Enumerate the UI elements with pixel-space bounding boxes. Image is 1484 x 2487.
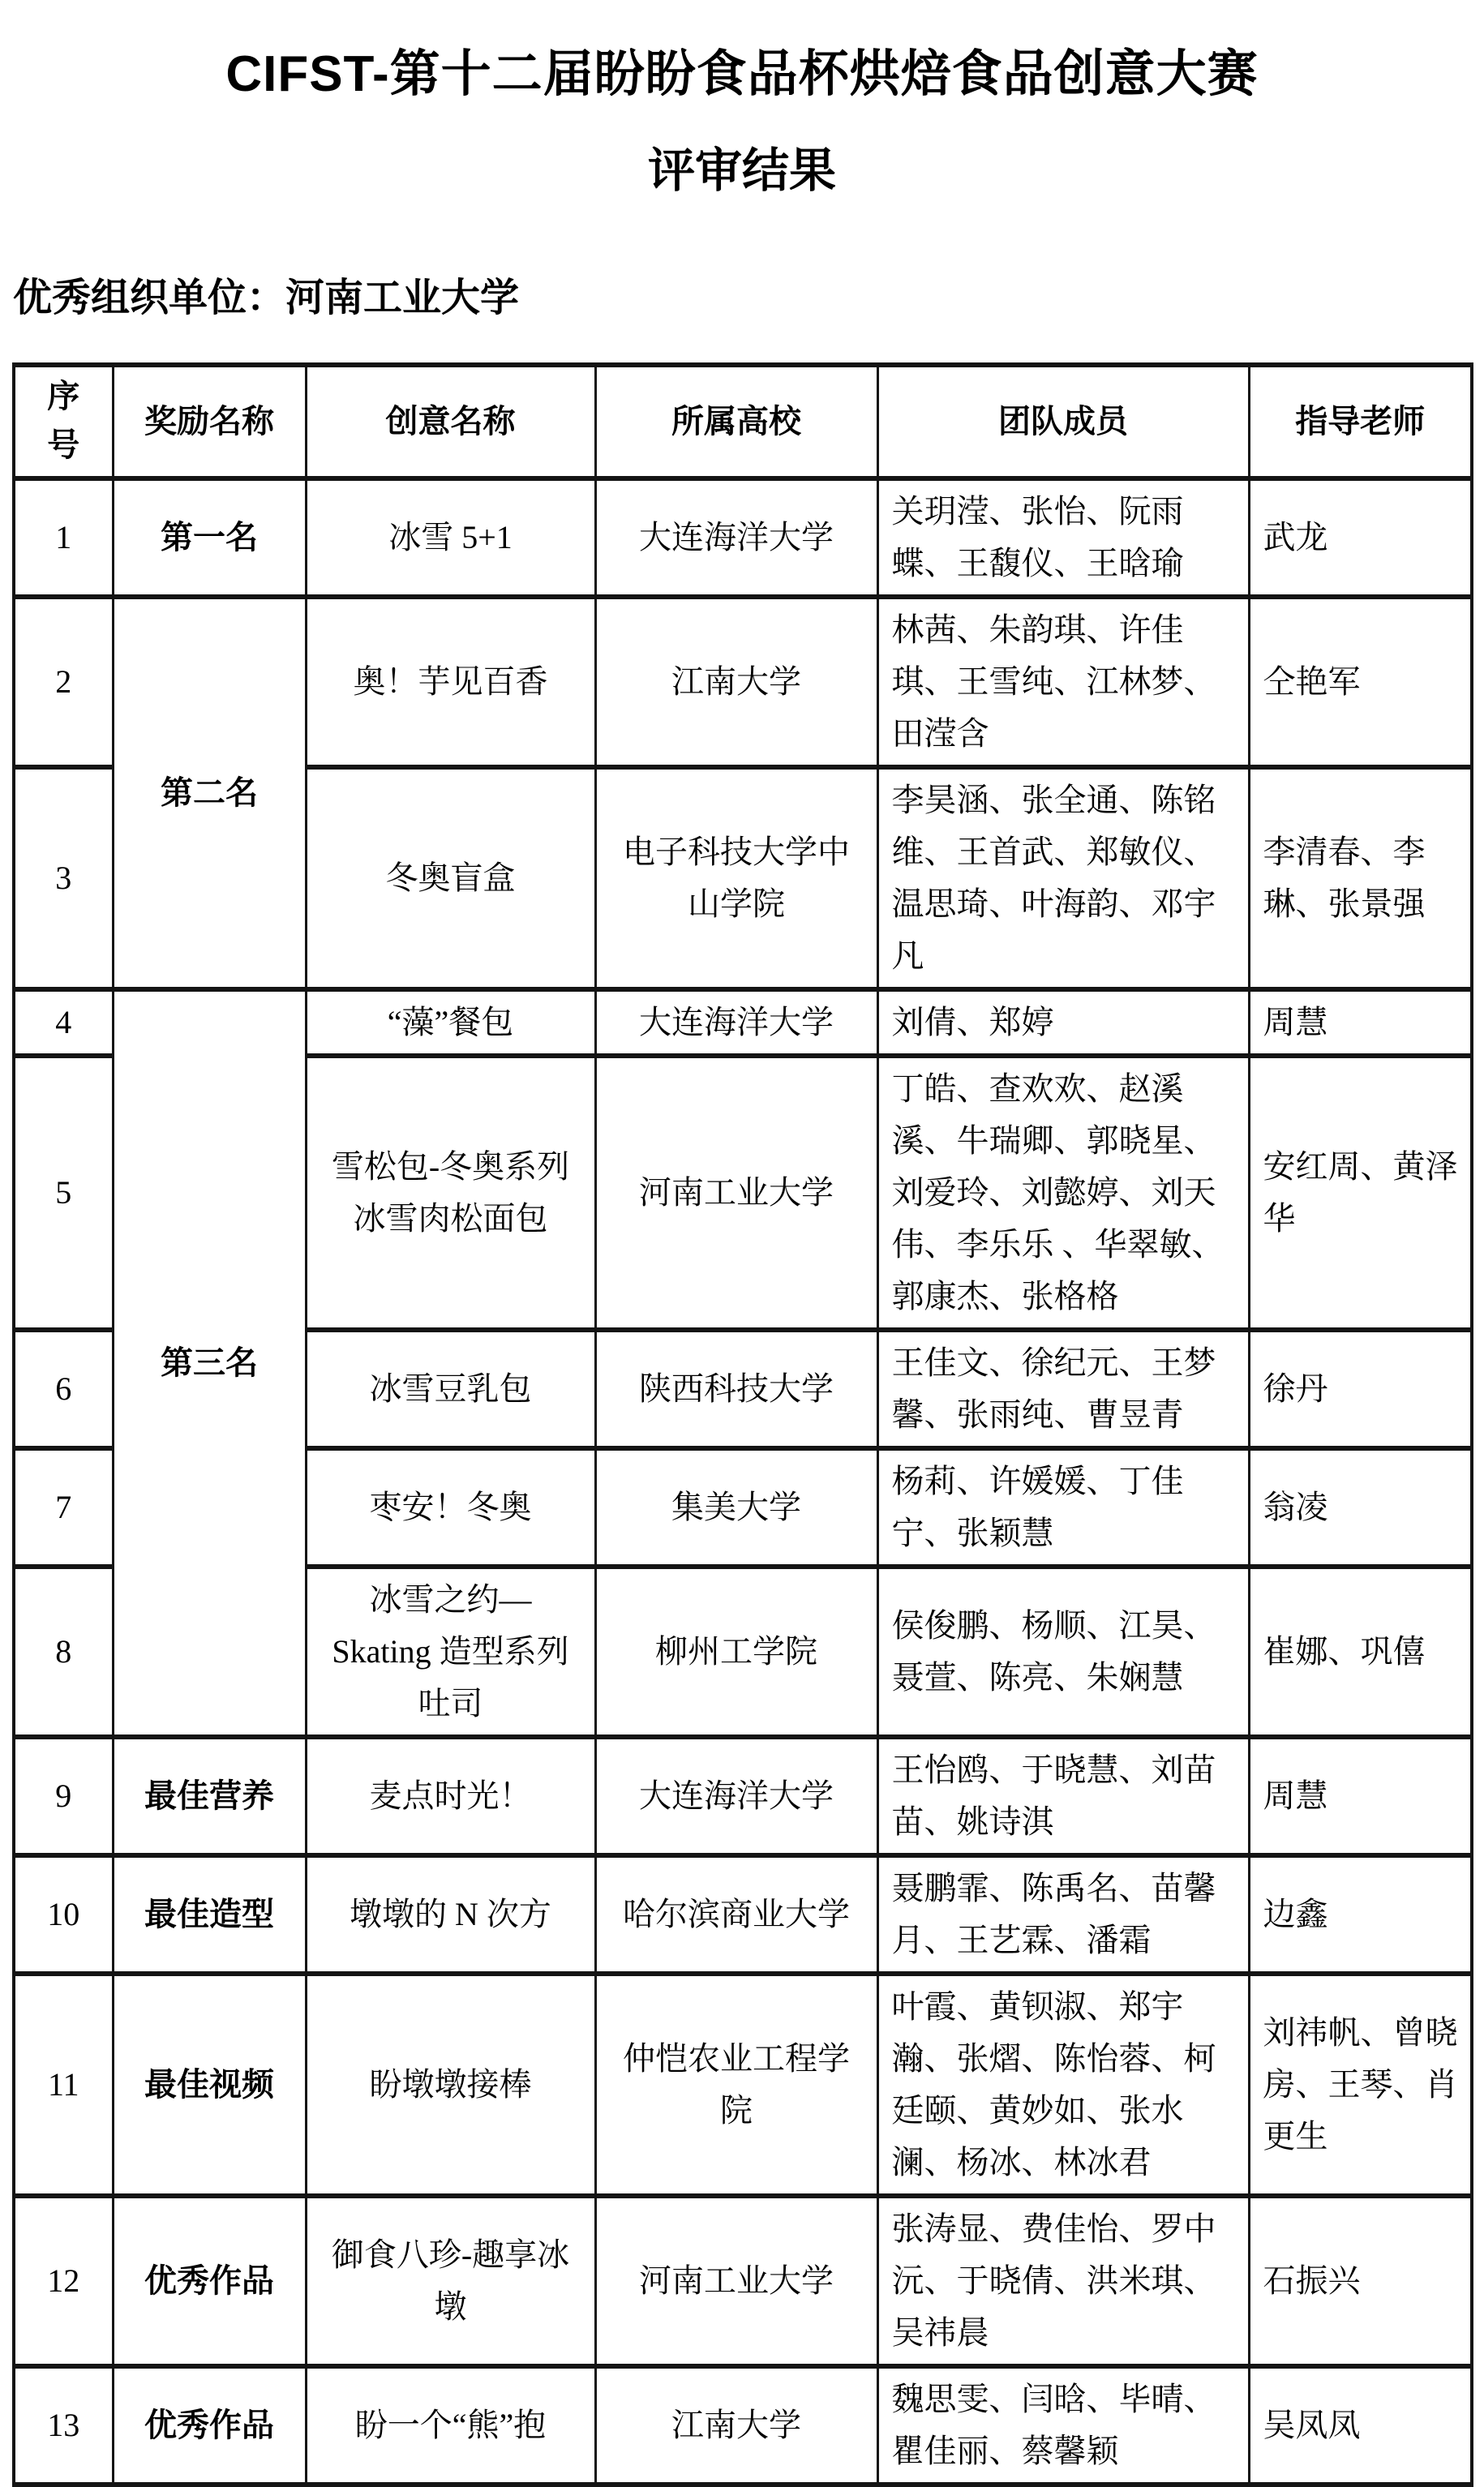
- cell-teacher: 徐丹: [1249, 1330, 1472, 1448]
- cell-members: 刘倩、郑婷: [877, 989, 1249, 1056]
- cell-creative-name: 墩墩的 N 次方: [306, 1855, 595, 1974]
- results-table: [12, 362, 1473, 2487]
- header-no: [14, 365, 113, 478]
- cell-teacher: 石振兴: [1249, 2196, 1472, 2366]
- header-creative-name: 创意名称: [306, 365, 595, 478]
- cell-award: 优秀作品: [113, 2366, 306, 2485]
- cell-school: 江南大学: [595, 2366, 877, 2485]
- cell-no: 9: [14, 1737, 113, 1855]
- cell-award: 最佳造型: [113, 1855, 306, 1974]
- cell-school: 仲恺农业工程学院: [595, 1974, 877, 2196]
- cell-no: 4: [14, 989, 113, 1056]
- table-row: [14, 1855, 1472, 1974]
- cell-school: 河南工业大学: [595, 2196, 877, 2366]
- cell-teacher: 边鑫: [1249, 1855, 1472, 1974]
- cell-members: 丁皓、查欢欢、赵溪溪、牛瑞卿、郭晓星、刘爱玲、刘懿婷、刘天伟、李乐乐 、华翠敏、郭康杰、张格格: [877, 1056, 1249, 1330]
- header-school: 所属高校: [595, 365, 877, 478]
- cell-award: 第一名: [113, 478, 306, 597]
- doc-title: CIFST-第十二届盼盼食品杯烘焙食品创意大赛: [225, 46, 1259, 102]
- cell-no: 8: [14, 1567, 113, 1737]
- table-row: [14, 1974, 1472, 2196]
- cell-school: 电子科技大学中山学院: [595, 767, 877, 989]
- org-note: 优秀组织单位：河南工业大学: [13, 277, 520, 320]
- cell-no: 11: [14, 1974, 113, 2196]
- cell-creative-name: 冬奥盲盒: [306, 767, 595, 989]
- cell-teacher: 周慧: [1249, 1737, 1472, 1855]
- cell-no: 3: [14, 767, 113, 989]
- cell-no: 5: [14, 1056, 113, 1330]
- cell-members: 林茜、朱韵琪、许佳琪、王雪纯、江林梦、田滢含: [877, 597, 1249, 767]
- header-row: [14, 365, 1472, 478]
- cell-school: 大连海洋大学: [595, 478, 877, 597]
- table-row: [14, 597, 1472, 767]
- cell-teacher: 李清春、李琳、张景强: [1249, 767, 1472, 989]
- cell-creative-name: 奥！芋见百香: [306, 597, 595, 767]
- table-row: [14, 2196, 1472, 2366]
- cell-members: 魏思雯、闫晗、毕晴、瞿佳丽、蔡馨颖: [877, 2366, 1249, 2485]
- cell-teacher: 翁凌: [1249, 1448, 1472, 1567]
- header-members: 团队成员: [877, 365, 1249, 478]
- cell-no: 7: [14, 1448, 113, 1567]
- cell-members: 叶霞、黄钡淑、郑宇瀚、张熠、陈怡蓉、柯廷颐、黄妙如、张水澜、杨冰、林冰君: [877, 1974, 1249, 2196]
- cell-no: 1: [14, 478, 113, 597]
- cell-no: 12: [14, 2196, 113, 2366]
- cell-creative-name: 盼墩墩接棒: [306, 1974, 595, 2196]
- cell-school: 大连海洋大学: [595, 1737, 877, 1855]
- cell-members: 杨莉、许媛媛、丁佳宁、张颖慧: [877, 1448, 1249, 1567]
- header-no-label: 序号: [47, 377, 80, 463]
- cell-creative-name: 冰雪之约—Skating 造型系列吐司: [306, 1567, 595, 1737]
- cell-award: 优秀作品: [113, 2196, 306, 2366]
- cell-creative-name: 冰雪豆乳包: [306, 1330, 595, 1448]
- cell-members: 聂鹏霏、陈禹名、苗馨月、王艺霖、潘霜: [877, 1855, 1249, 1974]
- cell-no: 2: [14, 597, 113, 767]
- header-teacher: 指导老师: [1249, 365, 1472, 478]
- cell-no: 10: [14, 1855, 113, 1974]
- cell-award: 第三名: [113, 989, 306, 1737]
- cell-creative-name: 麦点时光！: [306, 1737, 595, 1855]
- table-row: [14, 478, 1472, 597]
- header-award: 奖励名称: [113, 365, 306, 478]
- cell-creative-name: 枣安！冬奥: [306, 1448, 595, 1567]
- cell-award: 第二名: [113, 597, 306, 989]
- cell-school: 陕西科技大学: [595, 1330, 877, 1448]
- cell-no: 6: [14, 1330, 113, 1448]
- cell-award: 最佳营养: [113, 1737, 306, 1855]
- cell-members: 侯俊鹏、杨顺、江昊、聂萱、陈亮、朱娴慧: [877, 1567, 1249, 1737]
- cell-members: 张涛显、费佳怡、罗中沅、于晓倩、洪米琪、吴祎晨: [877, 2196, 1249, 2366]
- table-row: [14, 1737, 1472, 1855]
- cell-creative-name: 冰雪 5+1: [306, 478, 595, 597]
- cell-members: 李昊涵、张全通、陈铭维、王首武、郑敏仪、温思琦、叶海韵、邓宇凡: [877, 767, 1249, 989]
- cell-school: 江南大学: [595, 597, 877, 767]
- cell-creative-name: 雪松包-冬奥系列冰雪肉松面包: [306, 1056, 595, 1330]
- cell-members: 王怡鸥、于晓慧、刘苗苗、姚诗淇: [877, 1737, 1249, 1855]
- cell-creative-name: 盼一个“熊”抱: [306, 2366, 595, 2485]
- cell-creative-name: “藻”餐包: [306, 989, 595, 1056]
- cell-school: 柳州工学院: [595, 1567, 877, 1737]
- cell-award: 最佳视频: [113, 1974, 306, 2196]
- cell-no: 13: [14, 2366, 113, 2485]
- cell-teacher: 吴凤凤: [1249, 2366, 1472, 2485]
- table-row: [14, 989, 1472, 1056]
- cell-school: 河南工业大学: [595, 1056, 877, 1330]
- table-row: [14, 2366, 1472, 2485]
- cell-teacher: 仝艳军: [1249, 597, 1472, 767]
- cell-school: 哈尔滨商业大学: [595, 1855, 877, 1974]
- cell-teacher: 安红周、黄泽华: [1249, 1056, 1472, 1330]
- cell-teacher: 武龙: [1249, 478, 1472, 597]
- cell-teacher: 周慧: [1249, 989, 1472, 1056]
- doc-subtitle: 评审结果: [647, 144, 836, 198]
- cell-teacher: 崔娜、巩僖: [1249, 1567, 1472, 1737]
- cell-school: 集美大学: [595, 1448, 877, 1567]
- cell-creative-name: 御食八珍-趣享冰墩: [306, 2196, 595, 2366]
- cell-members: 关玥滢、张怡、阮雨蝶、王馥仪、王晗瑜: [877, 478, 1249, 597]
- cell-teacher: 刘祎帆、曾晓房、王琴、肖更生: [1249, 1974, 1472, 2196]
- cell-school: 大连海洋大学: [595, 989, 877, 1056]
- cell-members: 王佳文、徐纪元、王梦馨、张雨纯、曹昱青: [877, 1330, 1249, 1448]
